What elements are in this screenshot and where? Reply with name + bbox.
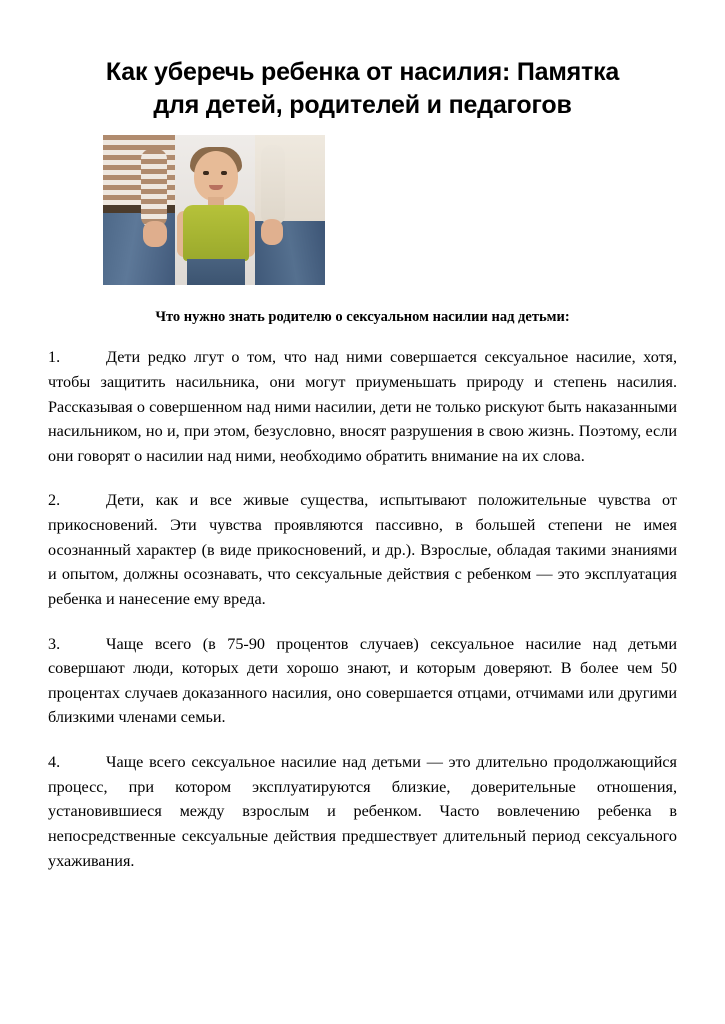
child-head xyxy=(194,151,238,201)
adult-left-figure xyxy=(103,135,175,285)
child-eye-left xyxy=(203,171,209,175)
paragraph-1-number: 1. xyxy=(48,348,61,367)
paragraph-4 xyxy=(48,750,677,873)
paragraph-3-number: 3. xyxy=(48,634,61,653)
adult-right-arm xyxy=(261,145,285,225)
paragraph-2-number: 2. xyxy=(48,491,61,510)
paragraph-4-number: 4. xyxy=(48,753,61,772)
child-tshirt xyxy=(183,205,249,261)
paragraph-1-text: Дети редко лгут о том, что над ними совершается сексуальное насилие, хотя, чтобы защитить насильника, они могут приуменьшать природу и степень насилия. Рассказывая о совершенном над ними насилии, дети не только рискуют быть наказанными насильником, но и, при этом, безусловно, вносят разрушения в свою жизнь. Поэтому, если они говорят о насилии над ними, необходимо обратить внимание на их слова. xyxy=(48,348,677,465)
family-photo xyxy=(103,135,325,285)
section-subtitle: Что нужно знать родителю о сексуальном насилии над детьми: xyxy=(155,309,570,325)
paragraph-4-text: Чаще всего сексуальное насилие над детьми — это длительно продолжающийся процесс, при котором эксплуатируются близкие, доверительные отношения, установившиеся между взрослым и ребенком. Часто вовлечению ребенка в непосредственные сексуальные действия предшествует длительный период сексуального ухаживания. xyxy=(48,753,677,870)
figure xyxy=(103,135,677,285)
paragraph-2-text: Дети, как и все живые существа, испытывают положительные чувства от прикосновений. Эти чувства проявляются пассивно, в большей степени не имея осознанный характер (в виде прикосновений, и др.). Взрослые, обладая такими знаниями и опытом, должны осознавать, что сексуальные действия с ребенком — это эксплуатация ребенка и нанесение ему вреда. xyxy=(48,491,677,608)
child-shorts xyxy=(187,259,245,285)
document-body xyxy=(48,345,677,873)
adult-right-figure xyxy=(255,135,325,285)
paragraph-2 xyxy=(48,488,677,611)
child-figure xyxy=(175,151,257,285)
adult-right-hand xyxy=(261,219,283,245)
paragraph-1 xyxy=(48,345,677,468)
adult-left-arm xyxy=(141,149,167,227)
paragraph-3 xyxy=(48,632,677,731)
page-title: Как уберечь ребенка от насилия: Памятка для детей, родителей и педагогов xyxy=(105,58,620,119)
paragraph-3-text: Чаще всего (в 75-90 процентов случаев) сексуальное насилие над детьми совершают люди, которых дети хорошо знают, и которым доверяют. В более чем 50 процентах случаев доказанного насилия, оно совершается отцами, отчимами или другими близкими членами семьи. xyxy=(48,634,677,727)
child-eye-right xyxy=(221,171,227,175)
adult-left-hand xyxy=(143,221,167,247)
